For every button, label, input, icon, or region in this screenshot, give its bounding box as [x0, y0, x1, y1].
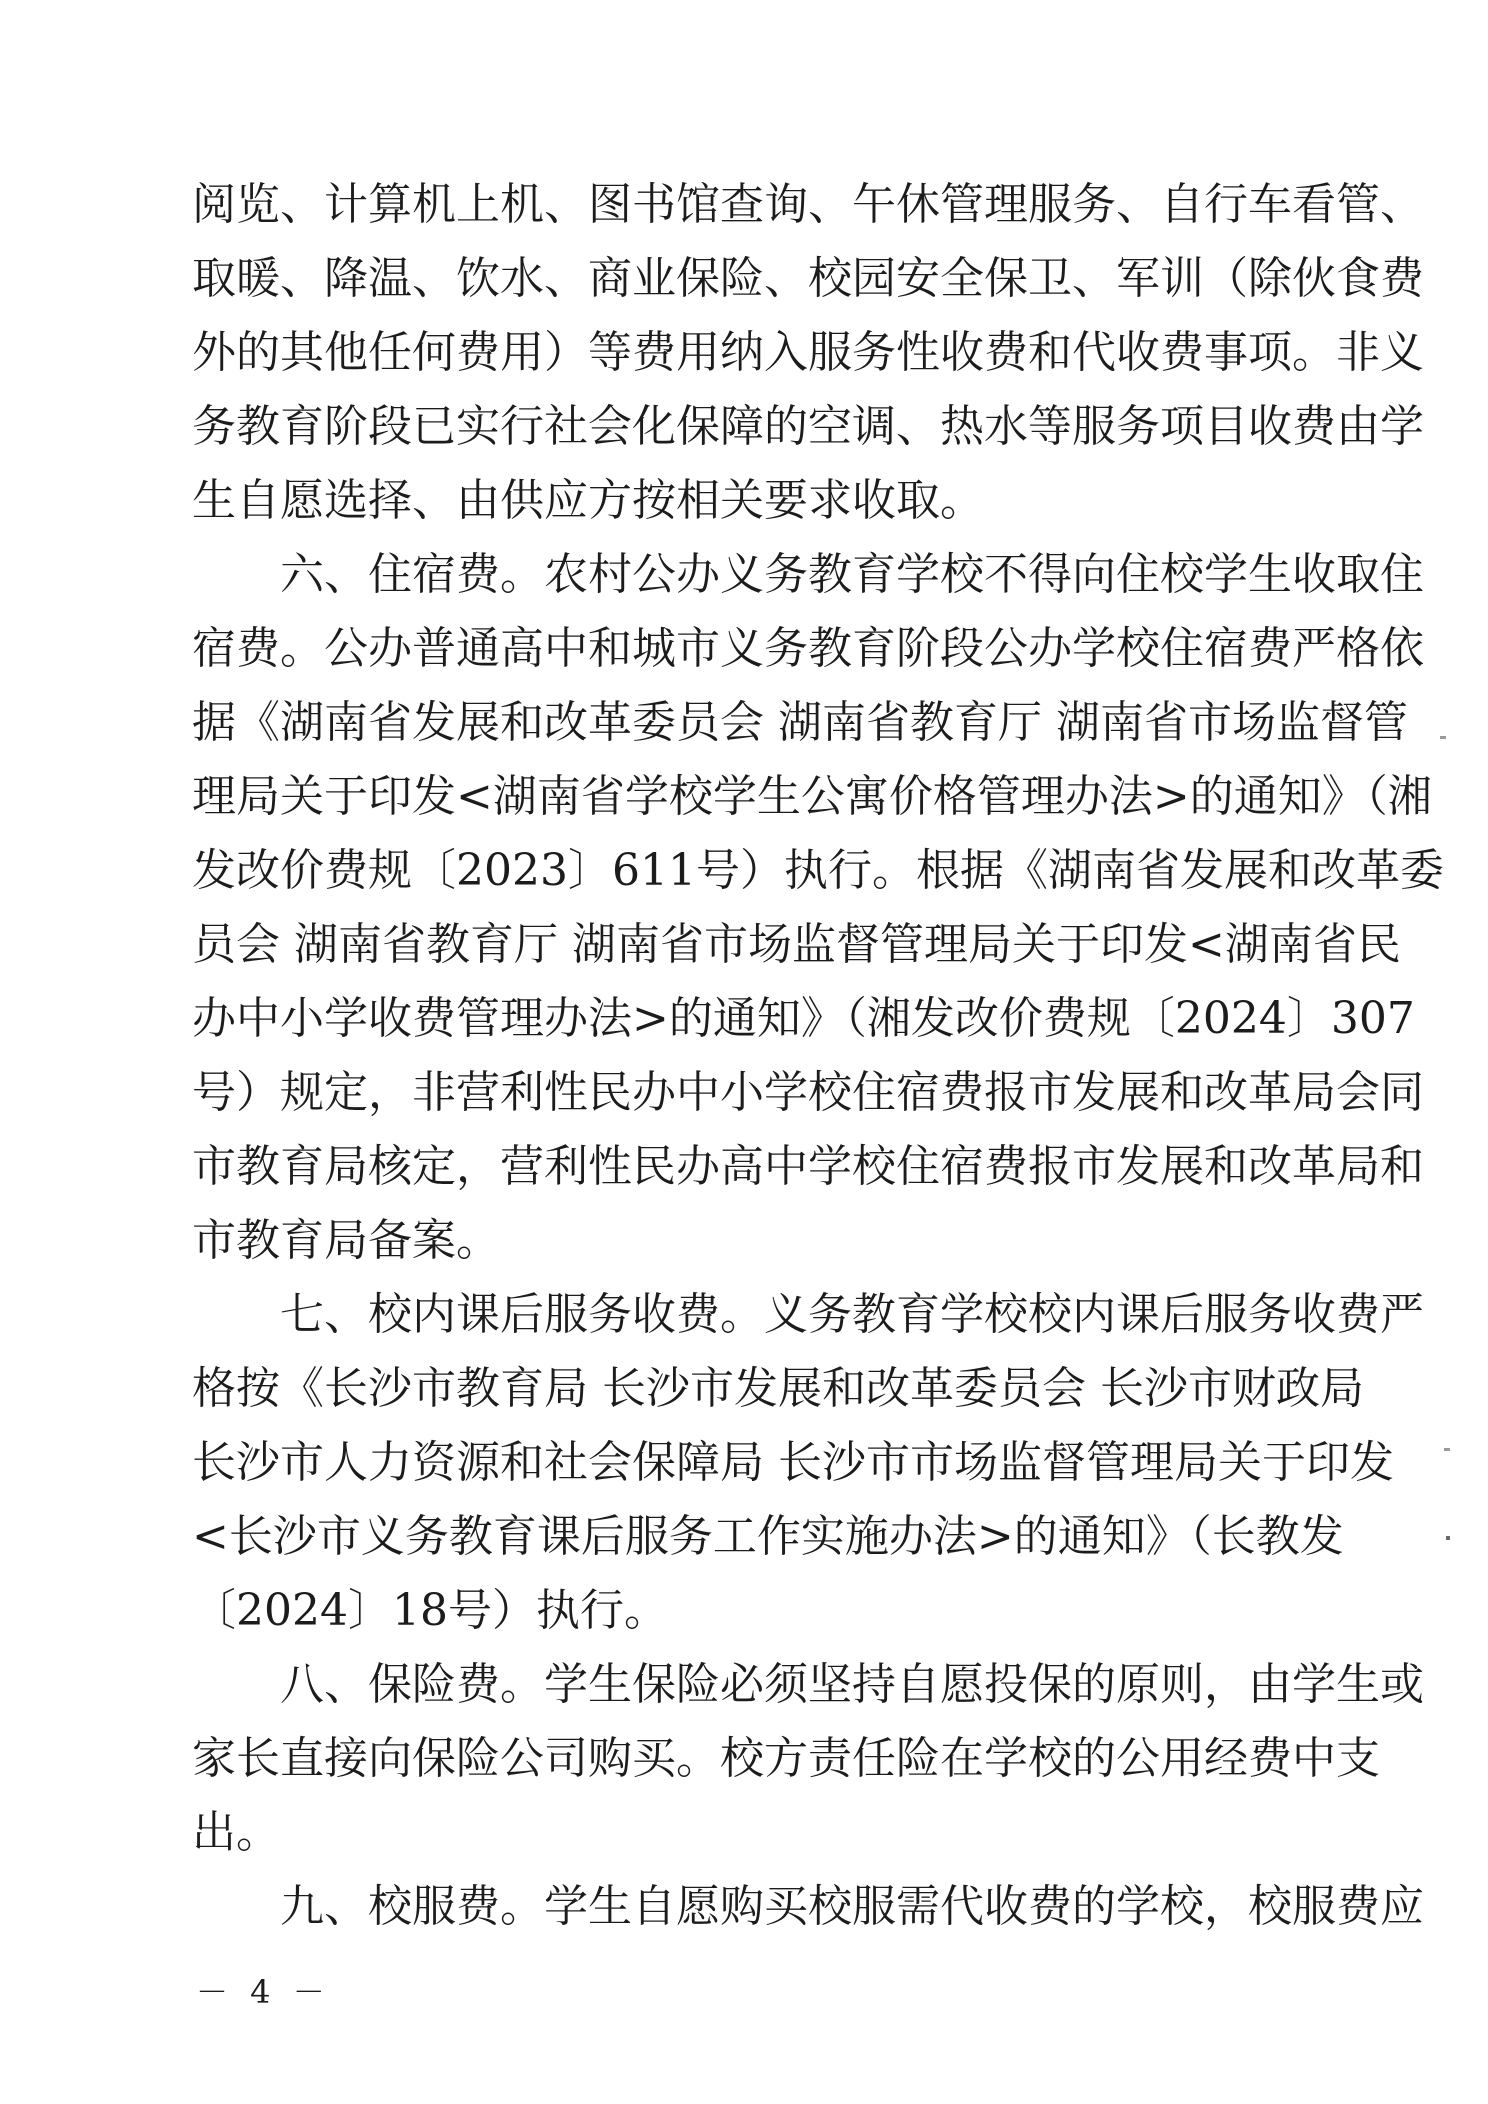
text-line: 市教育局备案。 — [192, 1215, 500, 1266]
text-line: 外的其他任何费用）等费用纳入服务性收费和代收费事项。非义 — [192, 327, 1424, 378]
text-line: 〔2024〕18号）执行。 — [192, 1585, 668, 1636]
text-line: 办中小学收费管理办法>的通知》（湘发改价费规〔2024〕307 — [192, 993, 1415, 1044]
text-line: 六、住宿费。农村公办义务教育学校不得向住校学生收取住 — [280, 549, 1424, 600]
paragraph-service-fees — [192, 168, 1424, 538]
text-line: 七、校内课后服务收费。义务教育学校校内课后服务收费严 — [280, 1289, 1424, 1340]
text-line: 长沙市人力资源和社会保障局 长沙市市场监督管理局关于印发 — [192, 1437, 1394, 1488]
paragraph-uniform-fee — [192, 1870, 1424, 1944]
paragraph-after-school-fee — [192, 1278, 1424, 1648]
paragraph-accommodation-fee — [192, 538, 1444, 1278]
text-line: 出。 — [192, 1807, 280, 1858]
text-line: 八、保险费。学生保险必须坚持自愿投保的原则，由学生或 — [280, 1659, 1424, 1710]
text-line: 理局关于印发<湖南省学校学生公寓价格管理办法>的通知》（湘 — [192, 771, 1432, 822]
scan-speck — [1446, 1536, 1450, 1540]
text-line: <长沙市义务教育课后服务工作实施办法>的通知》（长教发 — [192, 1511, 1344, 1562]
scan-speck — [1440, 736, 1446, 739]
page-number: － 4 － — [196, 1973, 331, 2011]
text-line: 员会 湖南省教育厅 湖南省市场监督管理局关于印发<湖南省民 — [192, 919, 1401, 970]
text-line: 家长直接向保险公司购买。校方责任险在学校的公用经费中支 — [192, 1733, 1380, 1784]
text-line: 市教育局核定，营利性民办高中学校住宿费报市发展和改革局和 — [192, 1141, 1424, 1192]
text-line: 务教育阶段已实行社会化保障的空调、热水等服务项目收费由学 — [192, 401, 1424, 452]
paragraph-insurance-fee — [192, 1648, 1424, 1870]
text-line: 生自愿选择、由供应方按相关要求收取。 — [192, 475, 984, 526]
text-line: 号）规定，非营利性民办中小学校住宿费报市发展和改革局会同 — [192, 1067, 1424, 1118]
text-line: 九、校服费。学生自愿购买校服需代收费的学校，校服费应 — [280, 1881, 1424, 1932]
text-line: 格按《长沙市教育局 长沙市发展和改革委员会 长沙市财政局 — [192, 1363, 1364, 1414]
text-line: 宿费。公办普通高中和城市义务教育阶段公办学校住宿费严格依 — [192, 623, 1424, 674]
body-text — [192, 168, 1444, 1944]
scan-speck — [1444, 1448, 1450, 1451]
text-line: 据《湖南省发展和改革委员会 湖南省教育厅 湖南省市场监督管 — [192, 697, 1408, 748]
text-line: 阅览、计算机上机、图书馆查询、午休管理服务、自行车看管、 — [192, 179, 1424, 230]
text-line: 发改价费规〔2023〕611号）执行。根据《湖南省发展和改革委 — [192, 845, 1444, 896]
text-line: 取暖、降温、饮水、商业保险、校园安全保卫、军训（除伙食费 — [192, 253, 1424, 304]
